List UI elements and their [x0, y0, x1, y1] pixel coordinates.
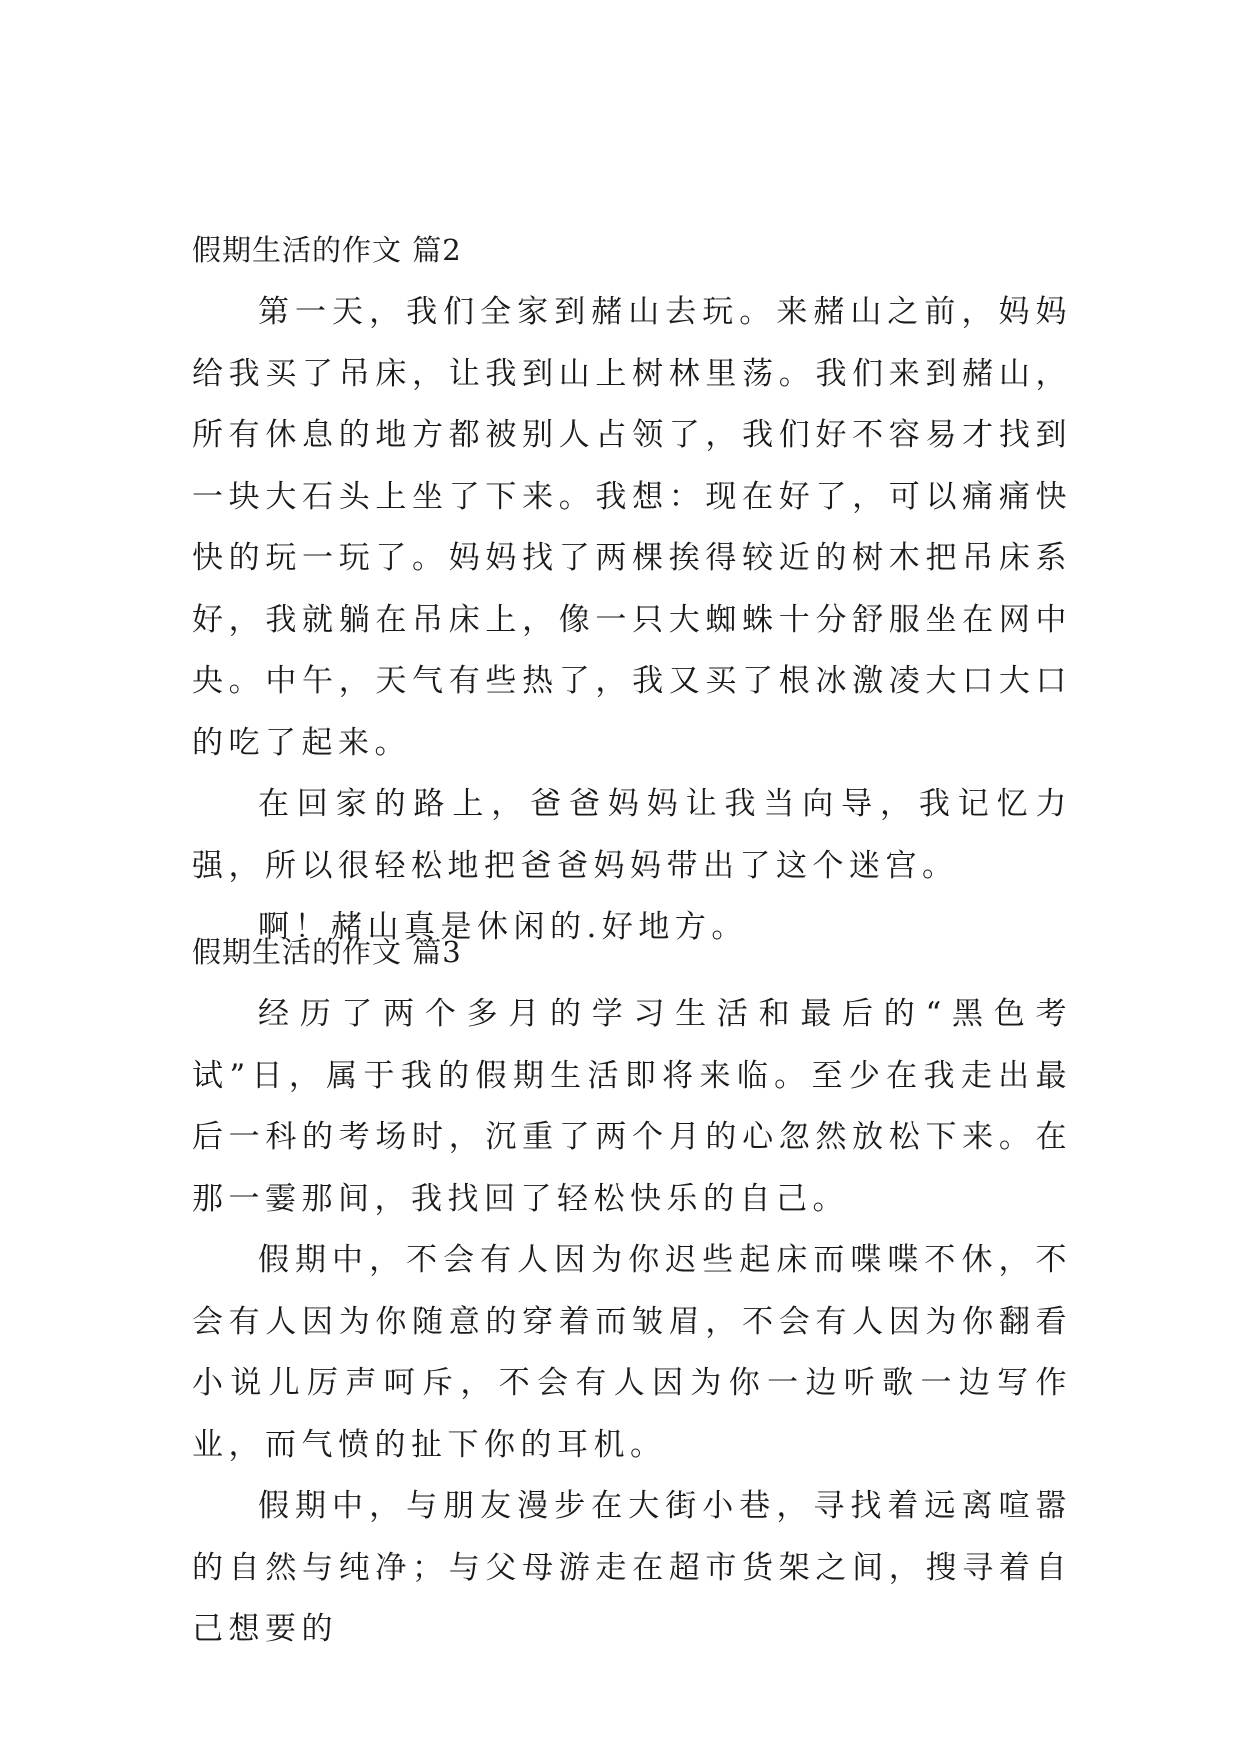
section-heading: 假期生活的作文 篇2 — [192, 233, 462, 267]
section-heading: 假期生活的作文 篇3 — [192, 935, 462, 969]
paragraph: 经历了两个多月的学习生活和最后的“黑色考试”日，属于我的假期生活即将来临。至少在我走出最后一科的考场时，沉重了两个月的心忽然放松下来。在那一霎那间，我找回了轻松快乐的自己。 — [192, 996, 1072, 1217]
paragraph: 第一天，我们全家到赭山去玩。来赭山之前，妈妈给我买了吊床，让我到山上树林里荡。我们来到赭山，所有休息的地方都被别人占领了，我们好不容易才找到一块大石头上坐了下来。我想：现在好了，可以痛痛快快的玩一玩了。妈妈找了两棵挨得较近的树木把吊床系好，我就躺在吊床上，像一只大蜘蛛十分舒服坐在网中央。中午，天气有些热了，我又买了根冰激凌大口大口的吃了起来。 — [192, 294, 1072, 761]
essay-section-3 — [192, 920, 1072, 1661]
paragraph: 在回家的路上，爸爸妈妈让我当向导，我记忆力强，所以很轻松地把爸爸妈妈带出了这个迷宫。 — [192, 786, 1072, 884]
paragraph: 啊！赭山真是休闲的.好地方。 — [258, 909, 748, 945]
paragraph: 假期中，与朋友漫步在大街小巷，寻找着远离喧嚣的自然与纯净；与父母游走在超市货架之间，搜寻着自己想要的 — [192, 1488, 1072, 1647]
paragraph: 假期中，不会有人因为你迟些起床而喋喋不休，不会有人因为你随意的穿着而皱眉，不会有人因为你翻看小说儿厉声呵斥，不会有人因为你一边听歌一边写作业，而气愤的扯下你的耳机。 — [192, 1242, 1072, 1463]
essay-section-2 — [192, 218, 1072, 959]
